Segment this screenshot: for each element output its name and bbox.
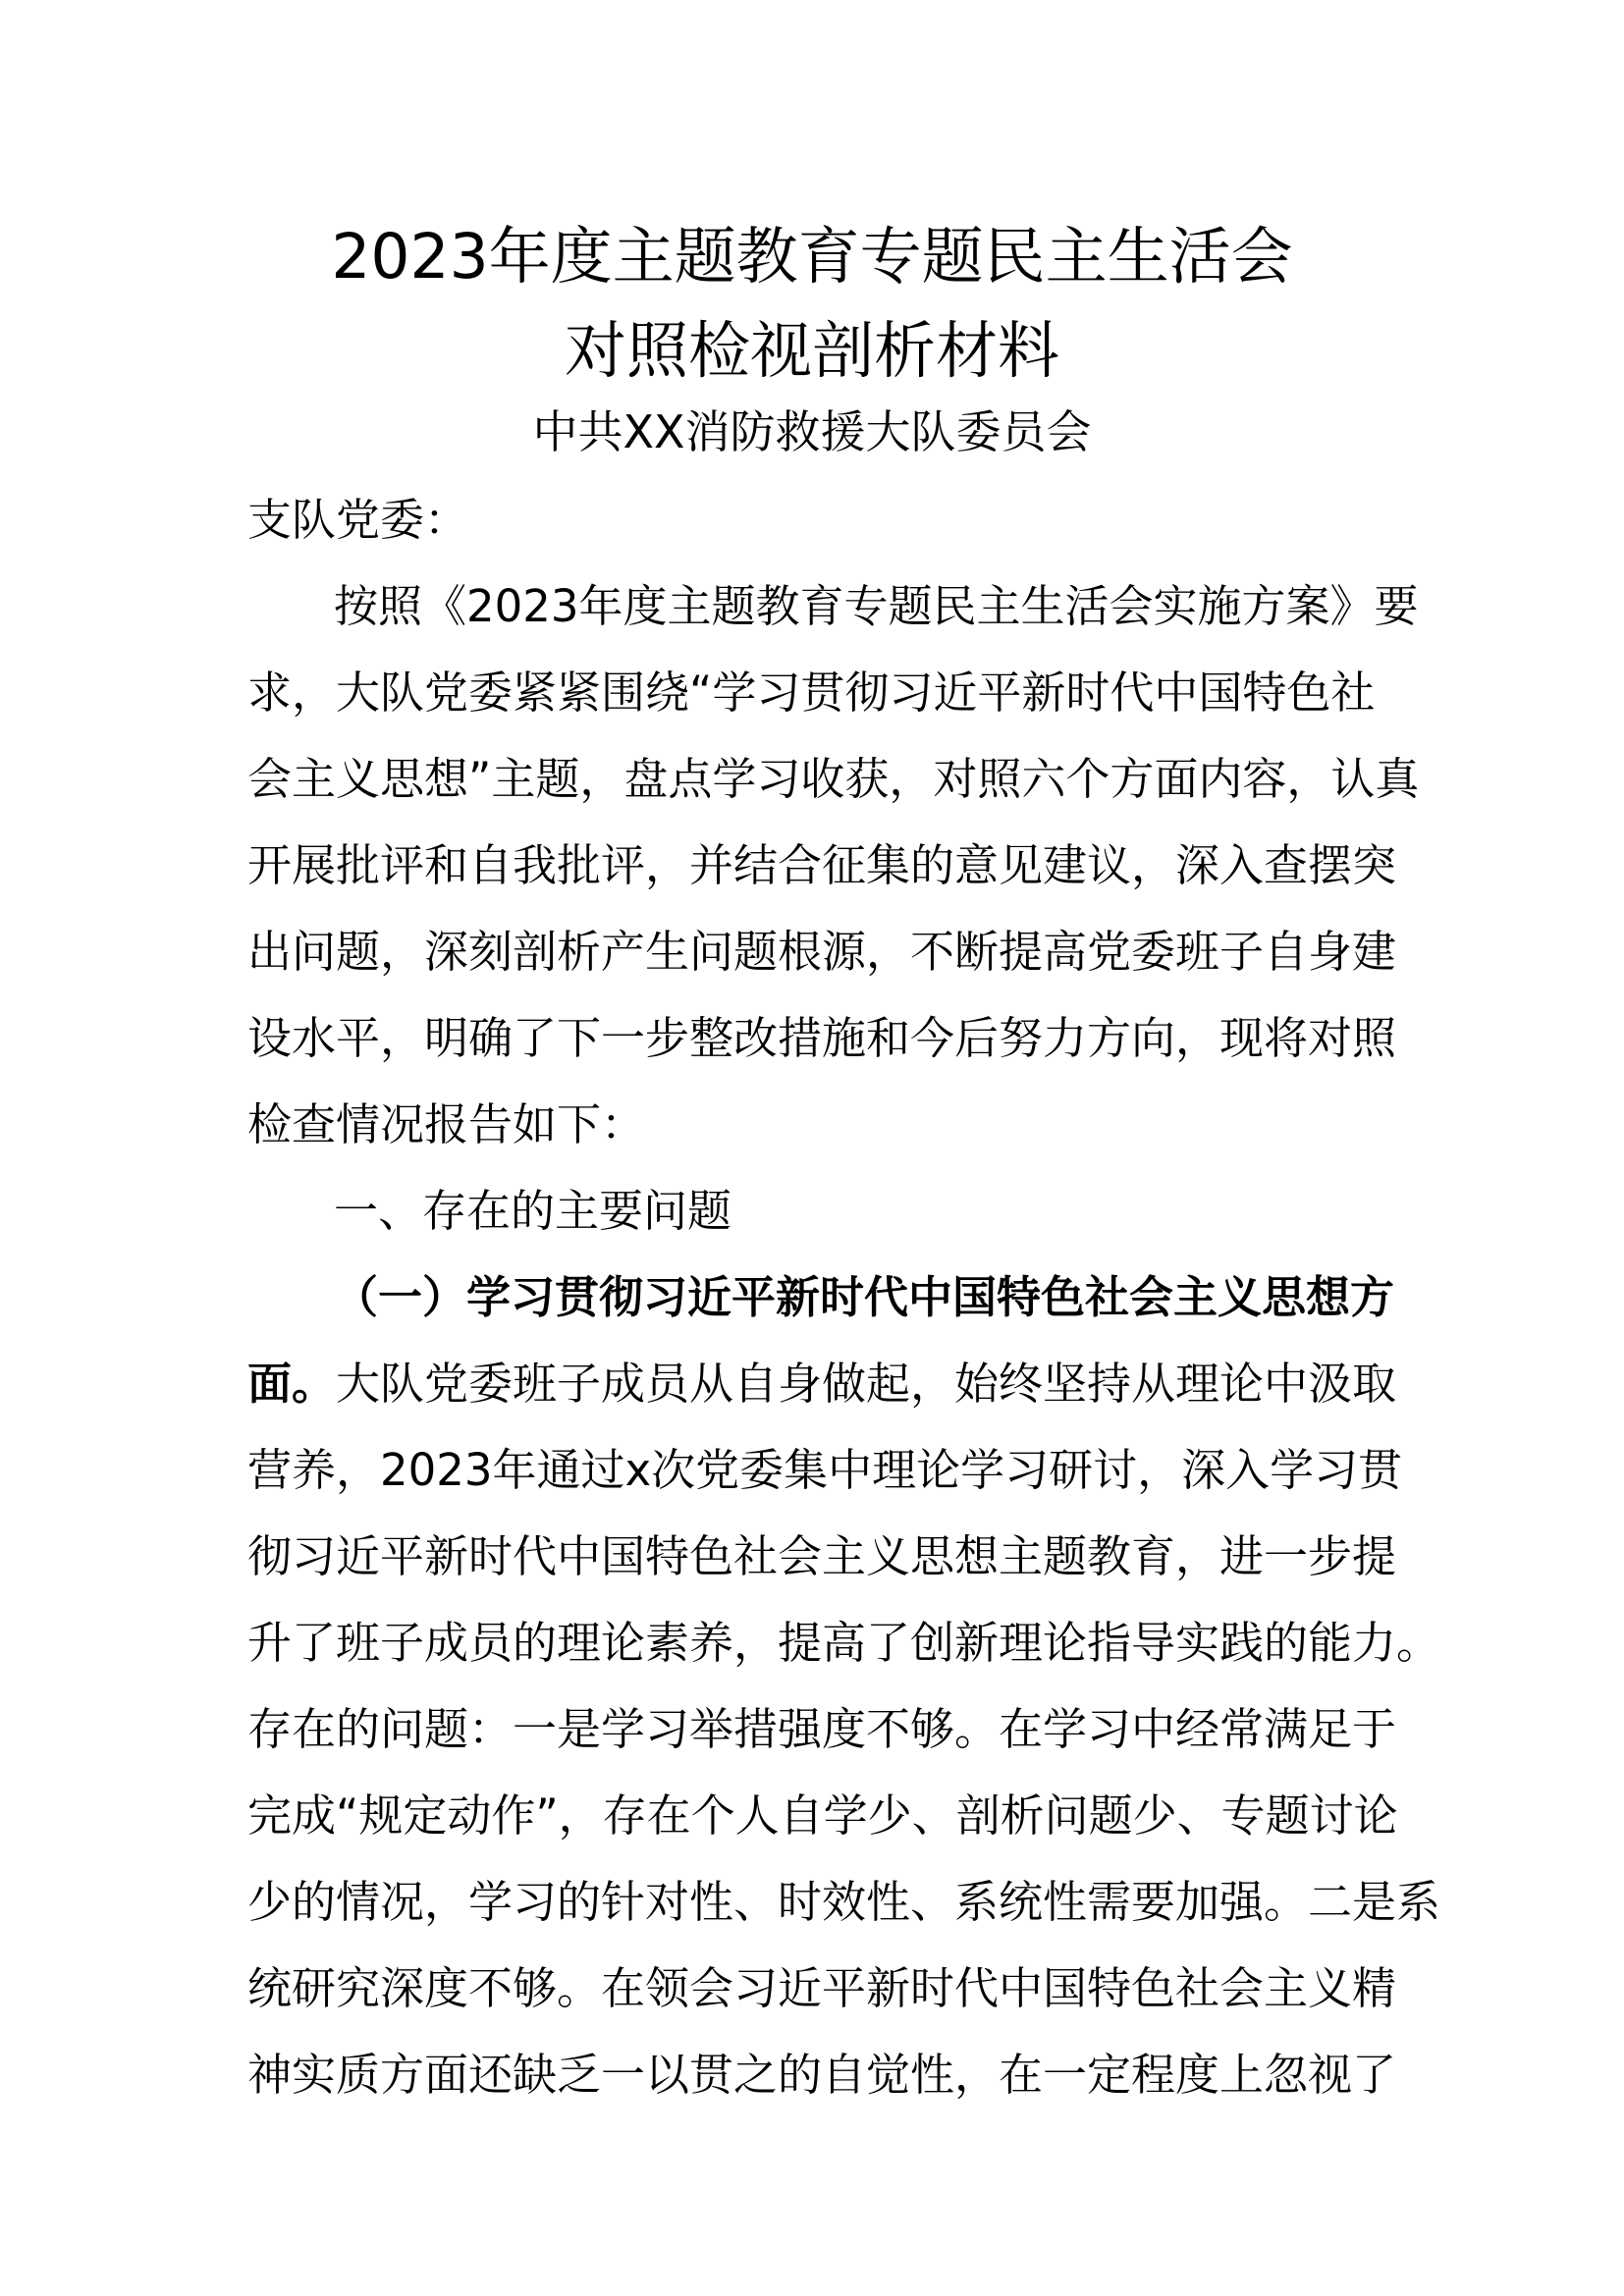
paragraph-1-line: 按照《2023年度主题教育专题民主生活会实施方案》要 bbox=[334, 580, 1419, 632]
subsection-1-line bbox=[247, 1341, 1397, 1427]
subsection-1-heading: （一）学习贯彻习近平新时代中国特色社会主义思想方 bbox=[334, 1271, 1395, 1323]
subsection-1-line: 少的情况，学习的针对性、时效性、系统性需要加强。二是系 bbox=[247, 1876, 1441, 1928]
document-body bbox=[247, 477, 1441, 2118]
paragraph-1-line: 设水平，明确了下一步整改措施和今后努力方向，现将对照 bbox=[247, 1012, 1397, 1064]
subsection-1-line: 存在的问题：一是学习举措强度不够。在学习中经常满足于 bbox=[247, 1703, 1397, 1755]
subsection-1-line: 完成“规定动作”，存在个人自学少、剖析问题少、专题讨论 bbox=[247, 1789, 1398, 1842]
subsection-1-text: 大队党委班子成员从自身做起，始终坚持从理论中汲取 bbox=[336, 1358, 1397, 1410]
paragraph-1-line: 出问题，深刻剖析产生问题根源，不断提高党委班子自身建 bbox=[247, 926, 1397, 978]
paragraph-1-line: 检查情况报告如下： bbox=[247, 1098, 646, 1150]
section-1-heading: 一、存在的主要问题 bbox=[334, 1185, 732, 1237]
paragraph-1-line: 会主义思想”主题，盘点学习收获，对照六个方面内容，认真 bbox=[247, 753, 1420, 805]
subsection-1-line: 彻习近平新时代中国特色社会主义思想主题教育，进一步提 bbox=[247, 1530, 1397, 1582]
subsection-1-line: 营养，2023年通过x次党委集中理论学习研讨，深入学习贯 bbox=[247, 1444, 1403, 1496]
subsection-1-line: 统研究深度不够。在领会习近平新时代中国特色社会主义精 bbox=[247, 1962, 1397, 2014]
document-title-line-2: 对照检视剖析材料 bbox=[565, 315, 1059, 387]
subsection-1-line: 神实质方面还缺乏一以贯之的自觉性，在一定程度上忽视了 bbox=[247, 2049, 1397, 2101]
paragraph-1-line: 求，大队党委紧紧围绕“学习贯彻习近平新时代中国特色社 bbox=[247, 667, 1376, 719]
document-title-line-1: 2023年度主题教育专题民主生活会 bbox=[331, 221, 1293, 293]
paragraph-1-line: 开展批评和自我批评，并结合征集的意见建议，深入查摆突 bbox=[247, 839, 1397, 891]
subsection-1-heading-end: 面。 bbox=[247, 1358, 337, 1410]
document-author: 中共XX消防救援大队委员会 bbox=[532, 405, 1092, 458]
salutation: 支队党委： bbox=[247, 494, 469, 546]
subsection-1-line: 升了班子成员的理论素养，提高了创新理论指导实践的能力。 bbox=[247, 1617, 1441, 1669]
